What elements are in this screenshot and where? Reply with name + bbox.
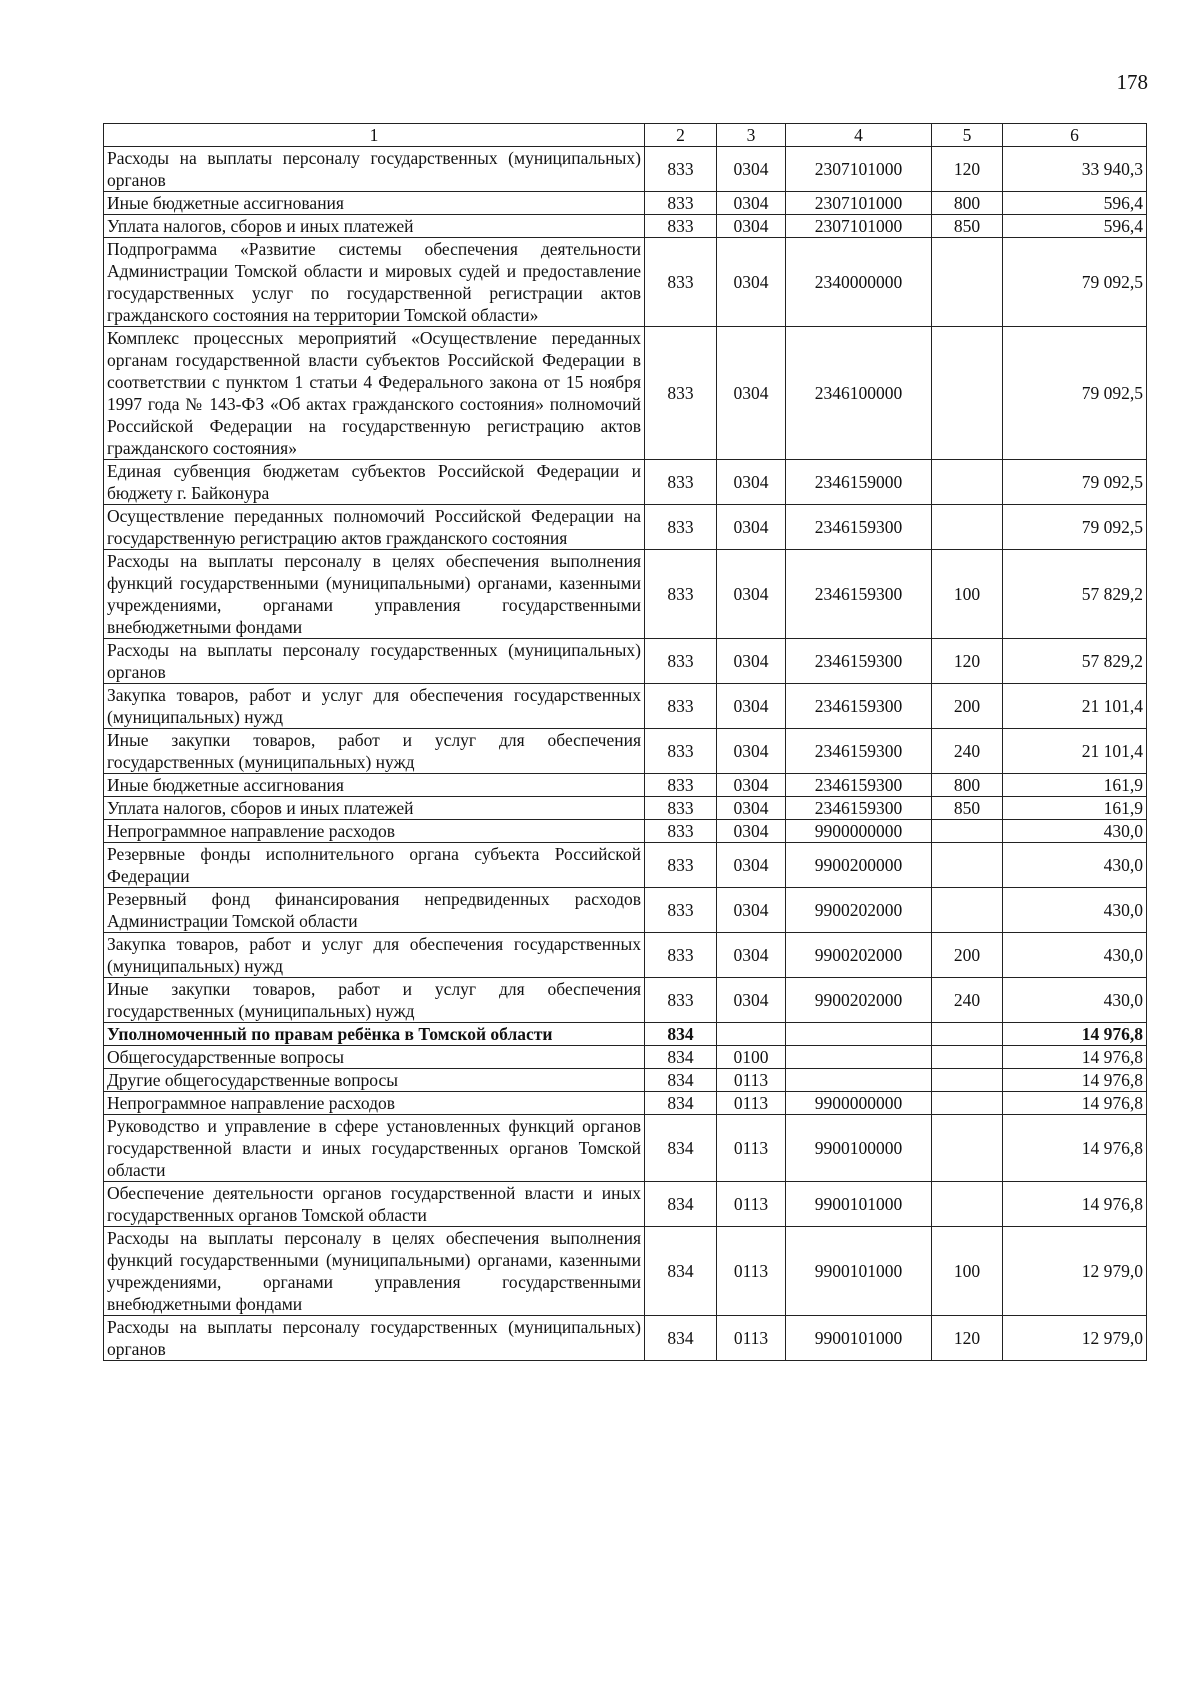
row-amount-cell: 33 940,3 [1003, 147, 1147, 192]
row-target-cell [786, 1023, 932, 1046]
row-section-cell: 0113 [717, 1115, 786, 1182]
row-type-cell [932, 460, 1003, 505]
row-code-cell: 833 [645, 215, 717, 238]
table-header-row [104, 124, 1147, 147]
row-section-cell: 0304 [717, 215, 786, 238]
row-name-cell: Уплата налогов, сборов и иных платежей [104, 215, 645, 238]
row-name-cell: Расходы на выплаты персоналу государственных (муниципальных) органов [104, 1316, 645, 1361]
row-code-cell: 833 [645, 933, 717, 978]
row-type-cell: 200 [932, 684, 1003, 729]
row-section-cell: 0304 [717, 639, 786, 684]
row-section-cell: 0304 [717, 684, 786, 729]
row-target-cell: 2340000000 [786, 238, 932, 327]
row-code-cell: 833 [645, 238, 717, 327]
row-section-cell: 0304 [717, 192, 786, 215]
row-section-cell: 0100 [717, 1046, 786, 1069]
table-row [104, 978, 1147, 1023]
row-section-cell: 0304 [717, 888, 786, 933]
row-target-cell: 9900202000 [786, 888, 932, 933]
row-target-cell: 9900101000 [786, 1316, 932, 1361]
row-amount-cell: 430,0 [1003, 888, 1147, 933]
row-name-cell: Непрограммное направление расходов [104, 1092, 645, 1115]
row-section-cell: 0304 [717, 933, 786, 978]
row-name-cell: Непрограммное направление расходов [104, 820, 645, 843]
table-row [104, 1069, 1147, 1092]
row-type-cell: 800 [932, 192, 1003, 215]
row-type-cell [932, 238, 1003, 327]
table-row [104, 327, 1147, 460]
row-amount-cell: 14 976,8 [1003, 1046, 1147, 1069]
row-name-cell: Расходы на выплаты персоналу государственных (муниципальных) органов [104, 147, 645, 192]
row-section-cell: 0113 [717, 1227, 786, 1316]
row-type-cell [932, 1046, 1003, 1069]
row-name-cell: Руководство и управление в сфере установленных функций органов государственной власти и иных государственных органов Томской области [104, 1115, 645, 1182]
table-row [104, 192, 1147, 215]
row-code-cell: 833 [645, 147, 717, 192]
row-type-cell [932, 505, 1003, 550]
row-name-cell: Уплата налогов, сборов и иных платежей [104, 797, 645, 820]
row-name-cell: Обеспечение деятельности органов государственной власти и иных государственных органов Томской области [104, 1182, 645, 1227]
row-code-cell: 833 [645, 192, 717, 215]
row-target-cell: 9900000000 [786, 1092, 932, 1115]
row-section-cell: 0304 [717, 460, 786, 505]
row-type-cell [932, 1182, 1003, 1227]
row-name-cell: Единая субвенция бюджетам субъектов Российской Федерации и бюджету г. Байконура [104, 460, 645, 505]
row-amount-cell: 79 092,5 [1003, 505, 1147, 550]
row-name-cell: Резервный фонд финансирования непредвиденных расходов Администрации Томской области [104, 888, 645, 933]
row-amount-cell: 430,0 [1003, 820, 1147, 843]
header-cell: 2 [645, 124, 717, 147]
row-type-cell: 850 [932, 797, 1003, 820]
page-number: 178 [1116, 70, 1148, 94]
table-row [104, 460, 1147, 505]
table-row [104, 1182, 1147, 1227]
row-section-cell: 0113 [717, 1316, 786, 1361]
row-target-cell: 2346100000 [786, 327, 932, 460]
row-section-cell: 0304 [717, 238, 786, 327]
row-target-cell: 2346159300 [786, 505, 932, 550]
row-name-cell: Общегосударственные вопросы [104, 1046, 645, 1069]
row-target-cell [786, 1069, 932, 1092]
row-type-cell [932, 1115, 1003, 1182]
row-name-cell: Осуществление переданных полномочий Российской Федерации на государственную регистрацию актов гражданского состояния [104, 505, 645, 550]
table-row [104, 238, 1147, 327]
table-row [104, 729, 1147, 774]
row-target-cell: 2307101000 [786, 192, 932, 215]
table-row [104, 774, 1147, 797]
row-type-cell [932, 1069, 1003, 1092]
row-name-cell: Закупка товаров, работ и услуг для обеспечения государственных (муниципальных) нужд [104, 933, 645, 978]
row-amount-cell: 21 101,4 [1003, 684, 1147, 729]
header-cell: 6 [1003, 124, 1147, 147]
row-section-cell: 0304 [717, 505, 786, 550]
header-cell: 3 [717, 124, 786, 147]
row-amount-cell: 161,9 [1003, 797, 1147, 820]
row-name-cell: Иные закупки товаров, работ и услуг для обеспечения государственных (муниципальных) нужд [104, 978, 645, 1023]
row-type-cell [932, 1023, 1003, 1046]
row-code-cell: 833 [645, 460, 717, 505]
row-amount-cell: 14 976,8 [1003, 1182, 1147, 1227]
table-row [104, 1092, 1147, 1115]
row-code-cell: 833 [645, 797, 717, 820]
row-code-cell: 833 [645, 729, 717, 774]
table-row [104, 797, 1147, 820]
row-amount-cell: 79 092,5 [1003, 460, 1147, 505]
table-row [104, 933, 1147, 978]
row-section-cell: 0304 [717, 843, 786, 888]
row-amount-cell: 79 092,5 [1003, 238, 1147, 327]
row-code-cell: 834 [645, 1316, 717, 1361]
row-type-cell: 120 [932, 639, 1003, 684]
row-code-cell: 834 [645, 1227, 717, 1316]
table-row [104, 820, 1147, 843]
row-target-cell: 9900000000 [786, 820, 932, 843]
row-section-cell: 0304 [717, 774, 786, 797]
row-target-cell: 2346159300 [786, 774, 932, 797]
row-section-cell: 0304 [717, 978, 786, 1023]
row-section-cell: 0113 [717, 1182, 786, 1227]
row-code-cell: 833 [645, 888, 717, 933]
table-row [104, 1316, 1147, 1361]
row-name-cell: Расходы на выплаты персоналу в целях обеспечения выполнения функций государственными (муниципальными) органами, казенными учреждениями, органами управления государственными внебюджетными фондами [104, 1227, 645, 1316]
row-amount-cell: 14 976,8 [1003, 1092, 1147, 1115]
row-name-cell: Иные бюджетные ассигнования [104, 774, 645, 797]
row-section-cell: 0113 [717, 1092, 786, 1115]
row-type-cell [932, 843, 1003, 888]
row-name-cell: Закупка товаров, работ и услуг для обеспечения государственных (муниципальных) нужд [104, 684, 645, 729]
row-name-cell: Иные бюджетные ассигнования [104, 192, 645, 215]
header-cell: 1 [104, 124, 645, 147]
row-code-cell: 834 [645, 1182, 717, 1227]
row-section-cell: 0304 [717, 820, 786, 843]
row-amount-cell: 14 976,8 [1003, 1069, 1147, 1092]
row-name-cell: Резервные фонды исполнительного органа субъекта Российской Федерации [104, 843, 645, 888]
row-code-cell: 833 [645, 505, 717, 550]
row-target-cell: 2307101000 [786, 215, 932, 238]
row-target-cell: 9900101000 [786, 1227, 932, 1316]
header-cell: 4 [786, 124, 932, 147]
row-name-cell: Другие общегосударственные вопросы [104, 1069, 645, 1092]
row-name-cell: Расходы на выплаты персоналу в целях обеспечения выполнения функций государственными (муниципальными) органами, казенными учреждениями, органами управления государственными внебюджетными фондами [104, 550, 645, 639]
row-code-cell: 833 [645, 774, 717, 797]
table-row [104, 505, 1147, 550]
row-type-cell [932, 327, 1003, 460]
row-amount-cell: 430,0 [1003, 843, 1147, 888]
row-amount-cell: 12 979,0 [1003, 1227, 1147, 1316]
row-code-cell: 834 [645, 1023, 717, 1046]
row-target-cell: 2307101000 [786, 147, 932, 192]
row-type-cell [932, 1092, 1003, 1115]
row-name-cell: Иные закупки товаров, работ и услуг для обеспечения государственных (муниципальных) нужд [104, 729, 645, 774]
row-code-cell: 834 [645, 1046, 717, 1069]
row-target-cell: 2346159300 [786, 729, 932, 774]
row-target-cell [786, 1046, 932, 1069]
table-row [104, 1046, 1147, 1069]
row-type-cell: 100 [932, 1227, 1003, 1316]
table-row [104, 215, 1147, 238]
row-code-cell: 833 [645, 684, 717, 729]
row-amount-cell: 430,0 [1003, 978, 1147, 1023]
row-type-cell: 120 [932, 1316, 1003, 1361]
row-name-cell: Комплекс процессных мероприятий «Осуществление переданных органам государственной власти субъектов Российской Федерации в соответствии с пунктом 1 статьи 4 Федерального закона от 15 ноября 1997 года № 143-ФЗ «Об актах гражданского состояния» полномочий Российской Федерации на государственную регистрацию актов гражданского состояния» [104, 327, 645, 460]
row-type-cell: 800 [932, 774, 1003, 797]
row-name-cell: Подпрограмма «Развитие системы обеспечения деятельности Администрации Томской области и мировых судей и предоставление государственных услуг по государственной регистрации актов гражданского состояния на территории Томской области» [104, 238, 645, 327]
row-code-cell: 834 [645, 1092, 717, 1115]
row-amount-cell: 57 829,2 [1003, 639, 1147, 684]
budget-table [103, 123, 1147, 1361]
row-target-cell: 9900202000 [786, 978, 932, 1023]
row-type-cell: 100 [932, 550, 1003, 639]
row-name-cell: Уполномоченный по правам ребёнка в Томской области [104, 1023, 645, 1046]
row-code-cell: 834 [645, 1115, 717, 1182]
table-row [104, 1115, 1147, 1182]
row-code-cell: 833 [645, 550, 717, 639]
table-row [104, 550, 1147, 639]
row-target-cell: 9900200000 [786, 843, 932, 888]
row-target-cell: 2346159000 [786, 460, 932, 505]
row-section-cell: 0304 [717, 147, 786, 192]
row-type-cell: 240 [932, 978, 1003, 1023]
table-row [104, 684, 1147, 729]
row-type-cell: 850 [932, 215, 1003, 238]
table-body [104, 124, 1147, 1361]
row-type-cell: 120 [932, 147, 1003, 192]
row-amount-cell: 12 979,0 [1003, 1316, 1147, 1361]
row-target-cell: 2346159300 [786, 550, 932, 639]
row-amount-cell: 57 829,2 [1003, 550, 1147, 639]
row-type-cell [932, 820, 1003, 843]
row-name-cell: Расходы на выплаты персоналу государственных (муниципальных) органов [104, 639, 645, 684]
table-row [104, 1227, 1147, 1316]
row-amount-cell: 596,4 [1003, 192, 1147, 215]
row-section-cell: 0304 [717, 729, 786, 774]
row-type-cell [932, 888, 1003, 933]
row-section-cell: 0113 [717, 1069, 786, 1092]
row-amount-cell: 14 976,8 [1003, 1023, 1147, 1046]
table-row [104, 1023, 1147, 1046]
table-row [104, 639, 1147, 684]
row-code-cell: 833 [645, 820, 717, 843]
row-target-cell: 2346159300 [786, 684, 932, 729]
table-row [104, 843, 1147, 888]
row-section-cell [717, 1023, 786, 1046]
row-target-cell: 9900100000 [786, 1115, 932, 1182]
row-section-cell: 0304 [717, 797, 786, 820]
row-amount-cell: 79 092,5 [1003, 327, 1147, 460]
row-amount-cell: 21 101,4 [1003, 729, 1147, 774]
row-code-cell: 834 [645, 1069, 717, 1092]
row-target-cell: 9900101000 [786, 1182, 932, 1227]
row-target-cell: 9900202000 [786, 933, 932, 978]
row-amount-cell: 161,9 [1003, 774, 1147, 797]
row-target-cell: 2346159300 [786, 639, 932, 684]
row-amount-cell: 596,4 [1003, 215, 1147, 238]
row-amount-cell: 430,0 [1003, 933, 1147, 978]
row-type-cell: 200 [932, 933, 1003, 978]
row-code-cell: 833 [645, 639, 717, 684]
row-section-cell: 0304 [717, 550, 786, 639]
row-target-cell: 2346159300 [786, 797, 932, 820]
row-type-cell: 240 [932, 729, 1003, 774]
table-row [104, 147, 1147, 192]
row-code-cell: 833 [645, 978, 717, 1023]
row-code-cell: 833 [645, 327, 717, 460]
row-amount-cell: 14 976,8 [1003, 1115, 1147, 1182]
header-cell: 5 [932, 124, 1003, 147]
table-row [104, 888, 1147, 933]
row-section-cell: 0304 [717, 327, 786, 460]
row-code-cell: 833 [645, 843, 717, 888]
